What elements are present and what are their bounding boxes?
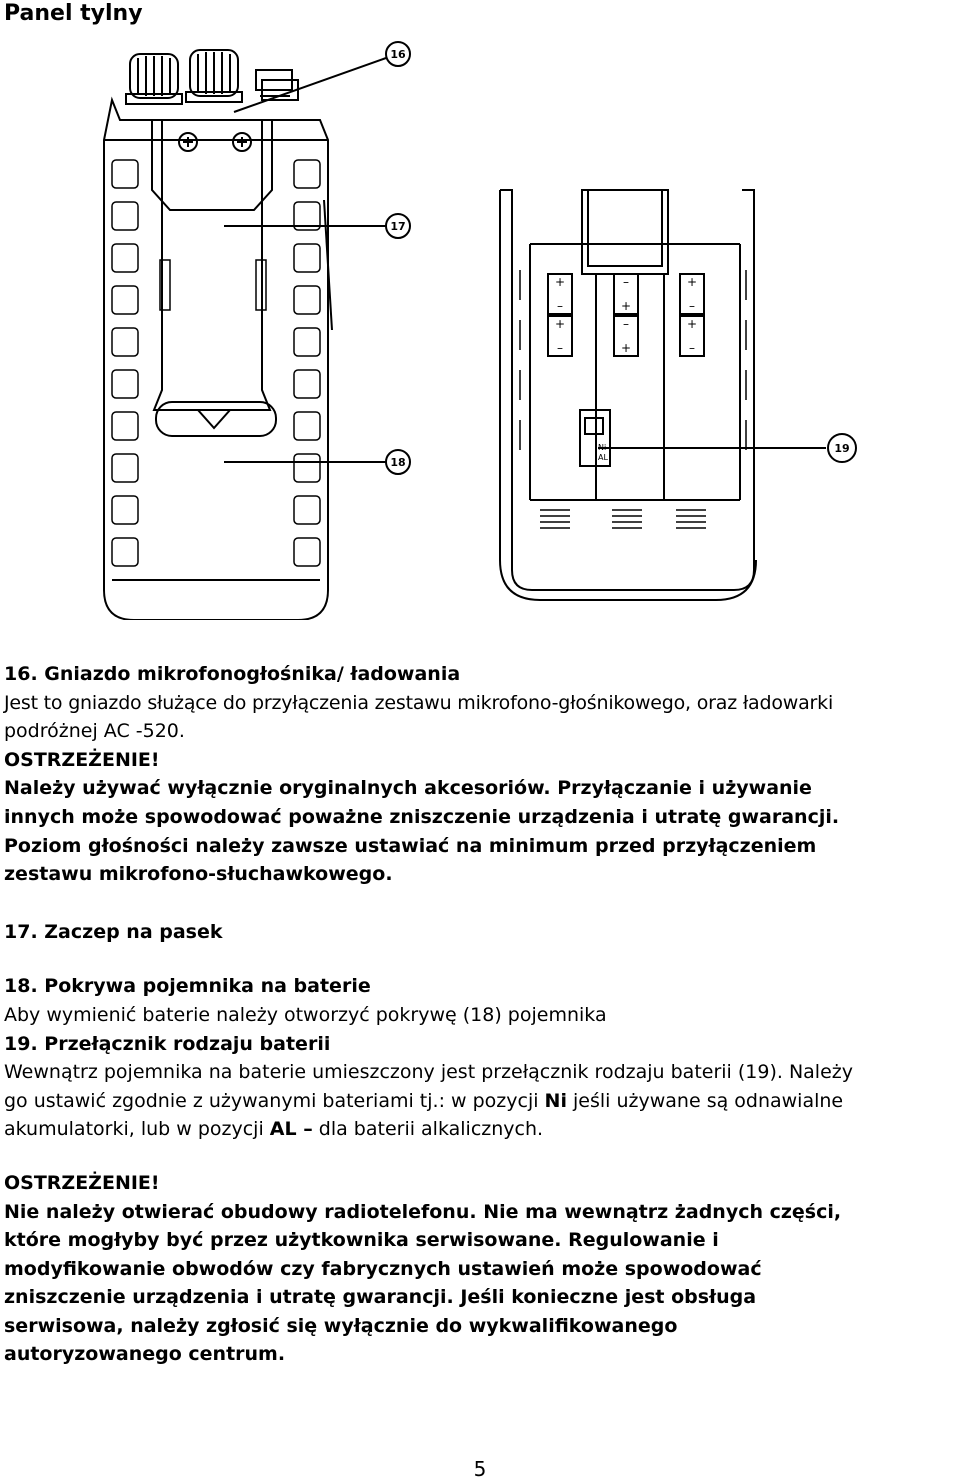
switch-label-al: AL xyxy=(598,453,608,462)
svg-text:–: – xyxy=(689,299,695,313)
rear-panel-illustration xyxy=(0,30,960,620)
svg-text:+: + xyxy=(686,275,698,289)
battery-compartment xyxy=(500,190,756,600)
section-16-title: 16. Gniazdo mikrofonogłośnika/ ładowania xyxy=(4,663,461,685)
callout-17-label: 17 xyxy=(390,220,406,233)
svg-text:–: – xyxy=(557,299,563,313)
section-16-warning-4: zestawu mikrofono-słuchawkowego. xyxy=(4,863,393,886)
svg-text:+: + xyxy=(554,275,566,289)
page-number: 5 xyxy=(473,1457,487,1481)
svg-text:+: + xyxy=(620,299,632,313)
switch-label-ni: Ni xyxy=(598,443,607,452)
svg-text:–: – xyxy=(557,341,563,355)
final-warning-label: OSTRZEŻENIE! xyxy=(4,1171,160,1194)
svg-text:+: + xyxy=(620,341,632,355)
final-warning-4: zniszczenie urządzenia i utratę gwarancji. Jeśli konieczne jest obsługa xyxy=(4,1286,757,1309)
section-19-line-3-end: dla baterii alkalicznych. xyxy=(318,1118,544,1141)
section-19-line-2-start: go ustawić zgodnie z używanymi bateriami tj.: w pozycji xyxy=(4,1089,539,1112)
section-18-line-1: Aby wymienić baterie należy otworzyć pokrywę (18) pojemnika xyxy=(4,1003,607,1026)
document-body xyxy=(4,660,956,1369)
callout-16-label: 16 xyxy=(390,48,406,61)
page-heading: Panel tylny xyxy=(4,1,143,26)
section-16-line-1: Jest to gniazdo służące do przyłączenia zestawu mikrofono-głośnikowego, oraz ładowarki xyxy=(4,691,834,714)
callout-18-label: 18 xyxy=(390,456,406,469)
section-18-title: 18. Pokrywa pojemnika na baterie xyxy=(4,975,371,998)
final-warning-1: Nie należy otwierać obudowy radiotelefonu. Nie ma wewnątrz żadnych części, xyxy=(4,1200,842,1223)
svg-text:+: + xyxy=(554,317,566,331)
callout-19-label: 19 xyxy=(834,442,850,455)
svg-text:–: – xyxy=(623,317,629,331)
section-17-title: 17. Zaczep na pasek xyxy=(4,920,223,943)
final-warning-3: modyfikowanie obwodów czy fabrycznych ustawień może spowodować xyxy=(4,1257,762,1280)
svg-text:–: – xyxy=(689,341,695,355)
final-warning-5: serwisowa, należy zgłosić się wyłącznie do wykwalifikowanego xyxy=(4,1314,678,1337)
final-warning-6: autoryzowanego centrum. xyxy=(4,1343,286,1366)
svg-text:–: – xyxy=(623,275,629,289)
section-16-warning-2: innych może spowodować poważne zniszczenie urządzenia i utratę gwarancji. xyxy=(4,805,840,828)
volume-knob xyxy=(126,54,182,104)
belt-clip xyxy=(154,120,270,410)
final-warning-2: które mogłyby być przez użytkownika serwisowane. Regulowanie i xyxy=(4,1229,719,1252)
section-19-line-3-start: akumulatorki, lub w pozycji xyxy=(4,1118,264,1141)
section-16-line-2: podróżnej AC -520. xyxy=(4,720,185,743)
section-16-warning-1: Należy używać wyłącznie oryginalnych akcesoriów. Przyłączanie i używanie xyxy=(4,777,812,800)
battery-cover-latch xyxy=(156,402,276,436)
section-19-line-3 xyxy=(4,1115,956,1144)
section-19-line-2 xyxy=(4,1087,956,1116)
svg-text:+: + xyxy=(686,317,698,331)
section-16-warning-3: Poziom głośności należy zawsze ustawiać na minimum przed przyłączeniem xyxy=(4,834,817,857)
mic-speaker-jack xyxy=(256,70,298,100)
section-19-line-2-end: jeśli używane są odnawialne xyxy=(573,1089,844,1112)
section-19-line-1: Wewnątrz pojemnika na baterie umieszczony jest przełącznik rodzaju baterii (19). Należy xyxy=(4,1061,853,1084)
rear-panel-figure xyxy=(0,30,960,620)
section-19-al-label: AL – xyxy=(269,1118,313,1141)
section-16-warning-label: OSTRZEŻENIE! xyxy=(4,748,160,771)
section-19-title: 19. Przełącznik rodzaju baterii xyxy=(4,1032,331,1055)
channel-knob xyxy=(186,50,242,102)
section-19-ni-label: Ni xyxy=(544,1089,567,1112)
